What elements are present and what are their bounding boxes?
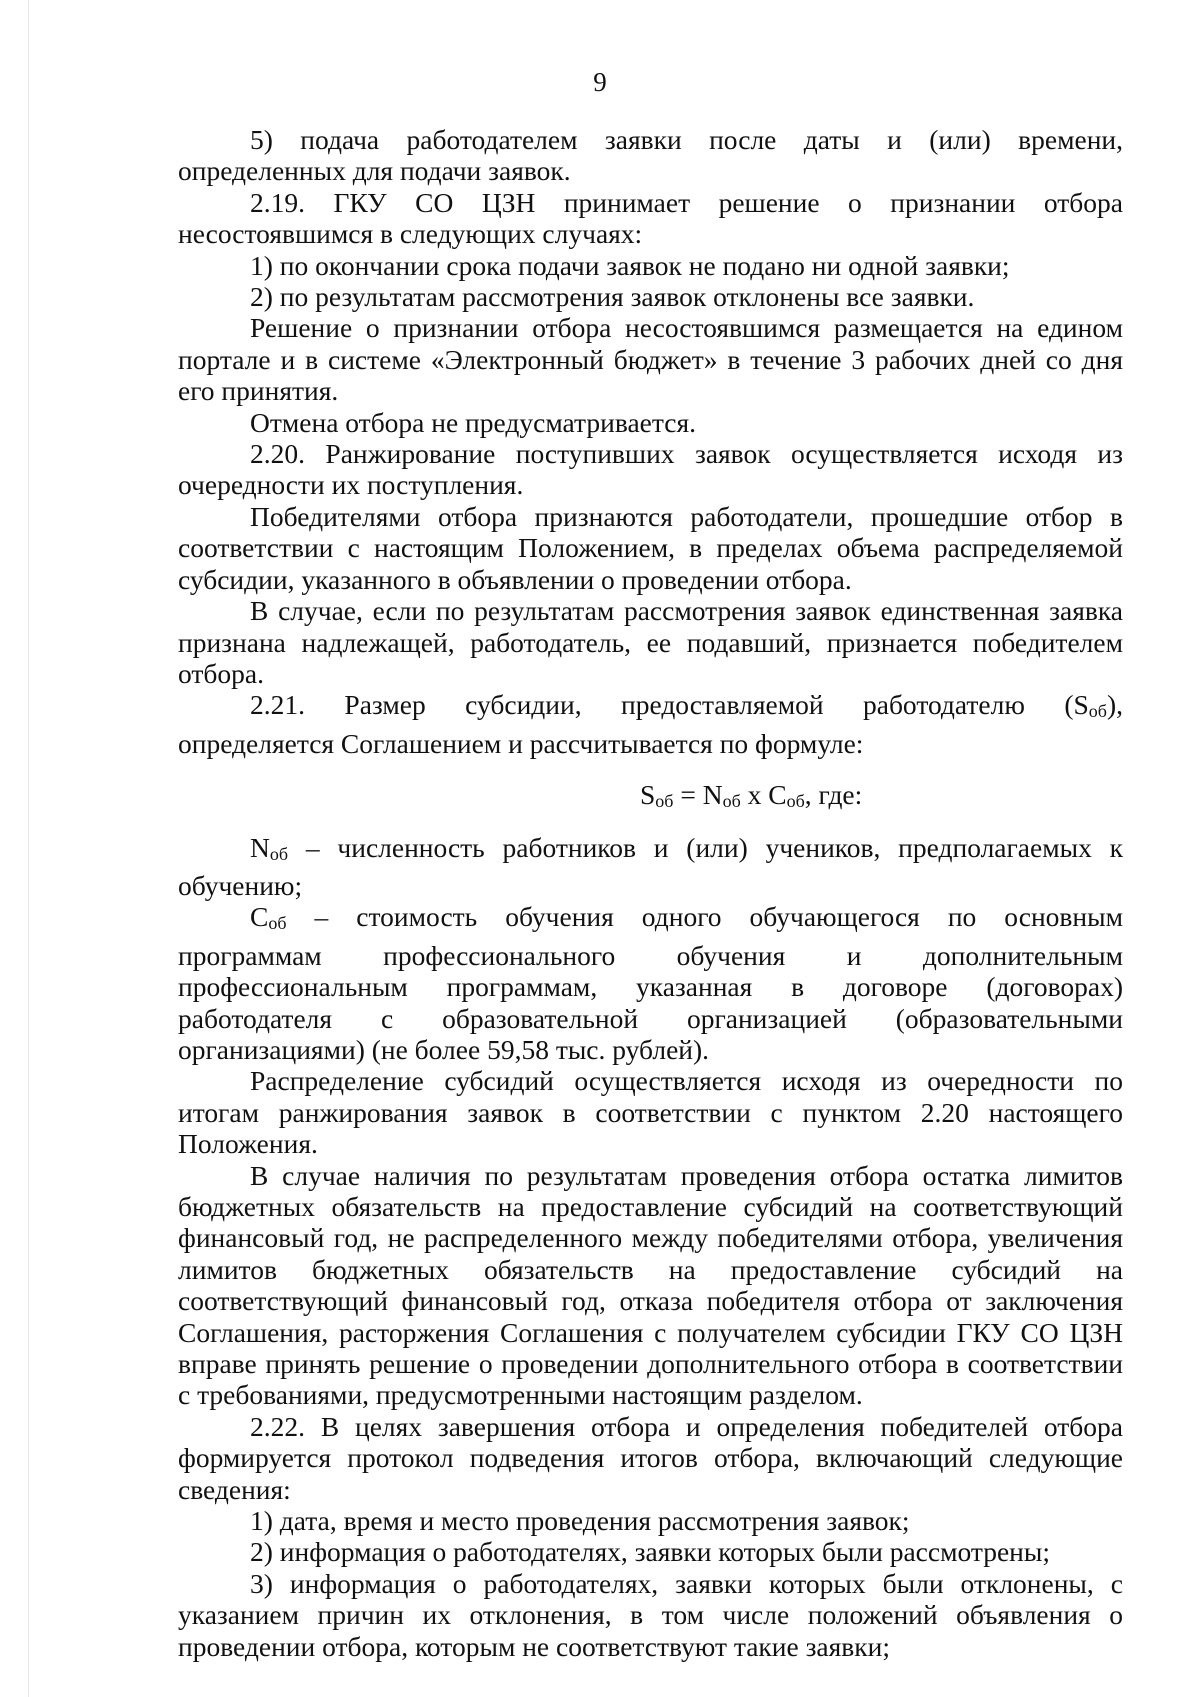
subscript: об <box>786 791 805 812</box>
paragraph: 2.22. В целях завершения отбора и определения победителей отбора формируется протокол подведения итогов отбора, включающий следующие сведения: <box>178 1410 1123 1505</box>
formula-symbol: х C <box>740 779 787 811</box>
paragraph: Отмена отбора не предусматривается. <box>250 406 696 438</box>
paragraph: В случае наличия по результатам проведения отбора остатка лимитов бюджетных обязательств на предоставление субсидий на соответствующий финансовый год, не распределенного между победителями отбора, увеличения лимитов бюджетных обязательств на предоставление субсидий на соответствующий финансовый год, отказа победителя отбора от заключения Соглашения, расторжения Соглашения с получателем субсидии ГКУ СО ЦЗН вправе принять решение о проведении дополнительного отбора в соответствии с требованиями, предусмотренными настоящим разделом. <box>178 1159 1123 1411</box>
subscript: об <box>655 791 674 812</box>
paragraph-definition-n <box>178 832 1123 902</box>
paragraph: 1) по окончании срока подачи заявок не подано ни одной заявки; <box>250 249 1010 281</box>
text-span: – численность работников и (или) учеников, предполагаемых к обучению; <box>178 831 1123 901</box>
page-number: 9 <box>593 67 607 97</box>
text-span: – стоимость обучения одного обучающегося по основным программам профессионального обучения и дополнительным профессиональным программам, указанная в договоре (договорах) работодателя с образовательной организацией (образовательными организациями) (не более 59,58 тыс. рублей). <box>178 901 1123 1065</box>
formula-text: , где: <box>804 779 863 811</box>
formula-symbol: S <box>640 779 656 811</box>
paragraph-definition-c <box>178 901 1123 1065</box>
paragraph: 2) информация о работодателях, заявки которых были рассмотрены; <box>250 1536 1050 1568</box>
paragraph: Распределение субсидий осуществляется исходя из очередности по итогам ранжирования заявок в соответствии с пунктом 2.20 настоящего Положения. <box>178 1065 1123 1160</box>
formula-symbol: = N <box>673 779 723 811</box>
paragraph: 2.19. ГКУ СО ЦЗН принимает решение о признании отбора несостоявшимся в следующих случаях: <box>178 186 1123 250</box>
formula-symbol: N <box>250 831 270 863</box>
paragraph-subsidy-size <box>178 689 1123 759</box>
subscript: об <box>269 843 289 864</box>
paragraph: В случае, если по результатам рассмотрения заявок единственная заявка признана надлежащей, работодатель, ее подавший, признается победителем отбора. <box>178 595 1123 689</box>
formula <box>178 779 1123 817</box>
paragraph: 5) подача работодателем заявки после даты и (или) времени, определенных для подачи заявок. <box>178 124 1123 187</box>
formula-symbol: C <box>250 901 269 933</box>
text-span: 2.21. Размер субсидии, предоставляемой работодателю (S <box>250 689 1089 721</box>
scan-edge-line <box>28 0 29 1697</box>
paragraph: 2) по результатам рассмотрения заявок отклонены все заявки. <box>250 281 975 313</box>
document-body <box>178 124 1123 1662</box>
paragraph: 2.20. Ранжирование поступивших заявок осуществляется исходя из очередности их поступления. <box>178 438 1123 501</box>
paragraph: Решение о признании отбора несостоявшимся размещается на едином портале и в системе «Электронный бюджет» в течение 3 рабочих дней со дня его принятия. <box>178 312 1123 407</box>
subscript: об <box>1088 701 1107 722</box>
subscript: об <box>268 913 287 934</box>
text-span: ), определяется Соглашением и рассчитывается по формуле: <box>178 689 1123 759</box>
paragraph: 3) информация о работодателях, заявки которых были отклонены, с указанием причин их отклонения, в том числе положений объявления о проведении отбора, которым не соответствуют такие заявки; <box>178 1567 1123 1662</box>
paragraph: Победителями отбора признаются работодатели, прошедшие отбор в соответствии с настоящим Положением, в пределах объема распределяемой субсидии, указанного в объявлении о проведении отбора. <box>178 500 1123 595</box>
subscript: об <box>722 791 741 812</box>
paragraph: 1) дата, время и место проведения рассмотрения заявок; <box>250 1505 910 1537</box>
